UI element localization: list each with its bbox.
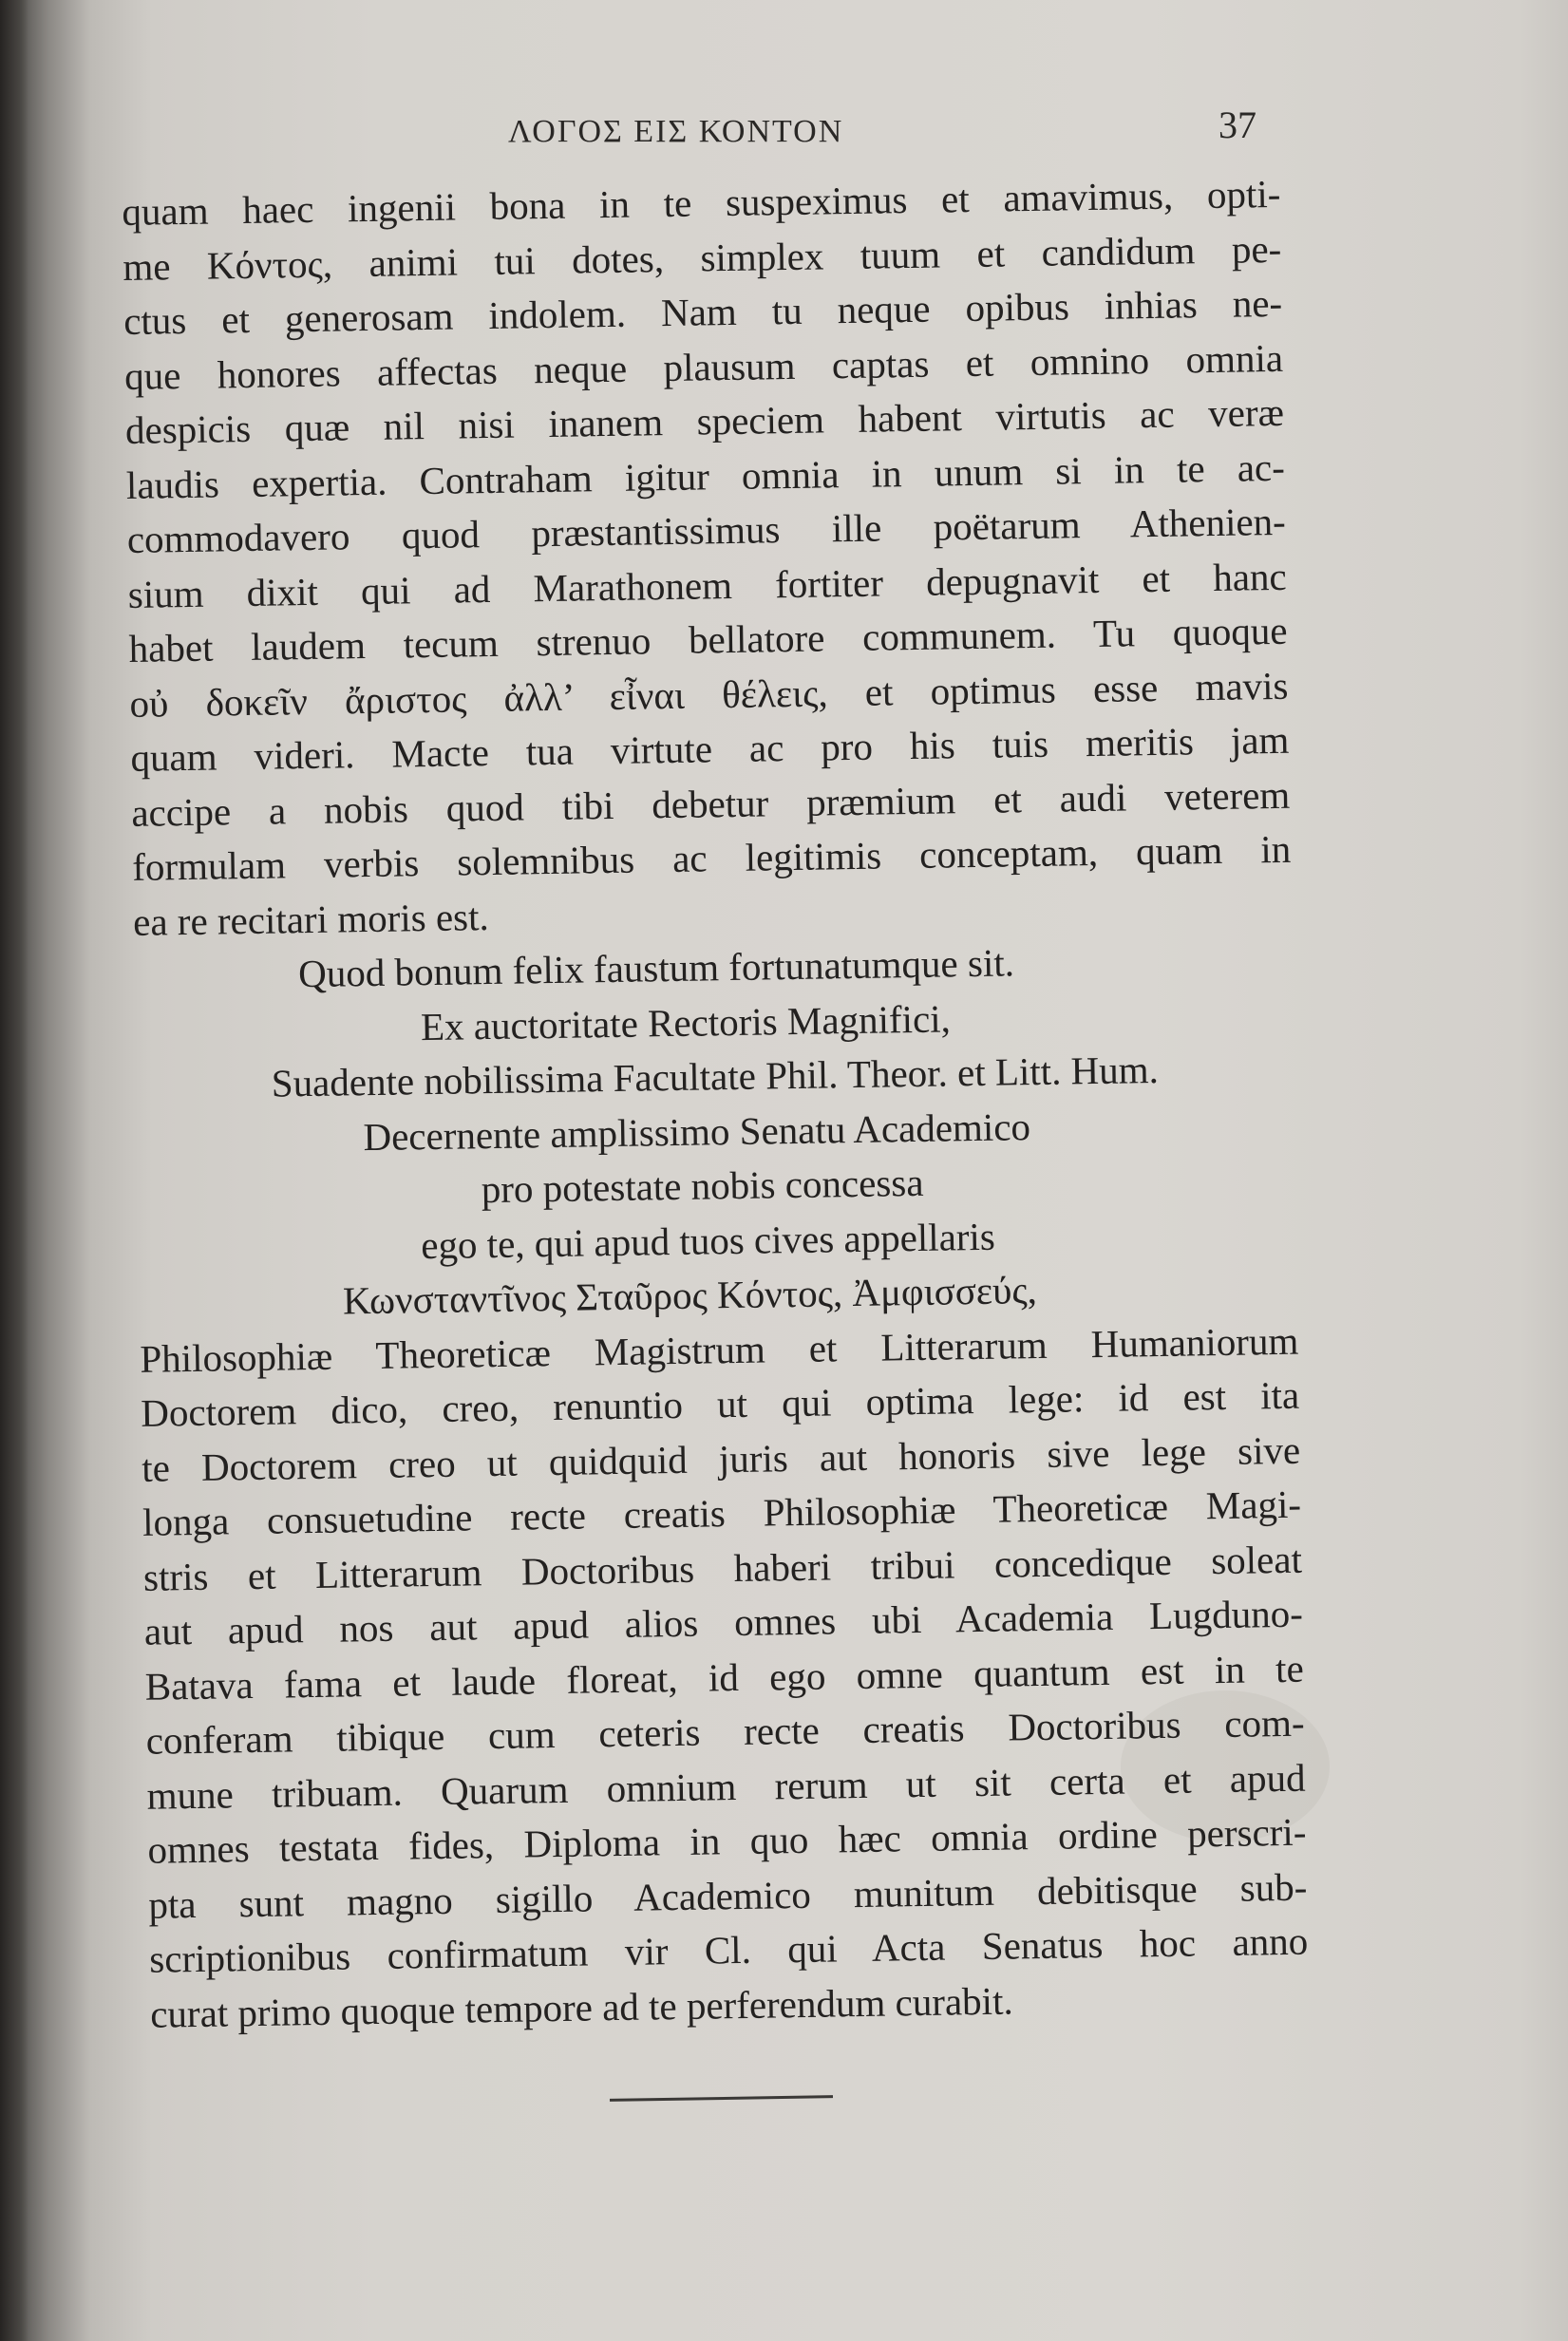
- closing-paragraph: [140, 1313, 1310, 2042]
- text-line: conferam tibique cum ceteris recte creatis Doctoribus com-: [145, 1700, 1305, 1763]
- degree-formula: [134, 932, 1298, 1332]
- text-line: formulam verbis solemnibus ac legitimis conceptam, quam in: [131, 826, 1292, 889]
- text-line: omnes testata fides, Diploma in quo hæc omnia ordine perscri-: [147, 1809, 1307, 1872]
- text-line: te Doctorem creo ut quidquid juris aut honoris sive lege sive: [141, 1427, 1301, 1490]
- text-line: ctus et generosam indolem. Nam tu neque opibus inhias ne-: [123, 280, 1283, 343]
- text-line: quam haec ingenii bona in te suspeximus et amavimus, opti-: [122, 171, 1281, 234]
- text-line: pta sunt magno sigillo Academico munitum debitisque sub-: [148, 1864, 1308, 1927]
- text-line: me Κόντος, animi tui dotes, simplex tuum et candidum pe-: [122, 226, 1282, 289]
- text-line: sium dixit qui ad Marathonem fortiter depugnavit et hanc: [127, 554, 1287, 616]
- text-line: laudis expertia. Contraham igitur omnia in unum si in te ac-: [125, 444, 1286, 507]
- page-header: [0, 103, 1568, 160]
- text-line: Batava fama et laude floreat, id ego omne quantum est in te: [144, 1646, 1305, 1709]
- text-line-greek: οὐ δοκεῖν ἄριστος ἀλλ’ εἶναι θέλεις, et optimus esse mavis: [129, 663, 1289, 726]
- formula-line: ego te, qui apud tuos cives appellaris: [420, 1214, 996, 1267]
- page-number: 37: [1219, 104, 1256, 146]
- text-line: quam videri. Macte tua virtute ac pro his tuis meritis jam: [130, 717, 1290, 780]
- text-line: accipe a nobis quod tibi debetur præmium et audi veterem: [131, 772, 1291, 835]
- text-line: scriptionibus confirmatum vir Cl. qui Acta Senatus hoc anno: [148, 1918, 1309, 1981]
- text-line: aut apud nos aut apud alios omnes ubi Academia Lugduno-: [143, 1591, 1304, 1653]
- text-line: despicis quæ nil nisi inanem speciem habent virtutis ac veræ: [124, 389, 1285, 452]
- text-line: ea re recitari moris est.: [132, 894, 490, 944]
- text-line: curat primo quoque tempore ad te perferendum curabit.: [149, 1977, 1013, 2036]
- formula-line: Decernente amplissimo Senatu Academico: [363, 1104, 1031, 1159]
- formula-line: Quod bonum felix faustum fortunatumque sit.: [297, 940, 1015, 996]
- end-rule: [610, 2095, 833, 2102]
- text-line: longa consuetudine recte creatis Philosophiæ Theoreticæ Magi-: [142, 1482, 1302, 1544]
- text-line: que honores affectas neque plausum captas et omnino omnia: [123, 335, 1284, 398]
- text-line: stris et Litterarum Doctoribus haberi tribui concedique soleat: [142, 1537, 1303, 1599]
- running-head: ΛΟΓΟΣ ΕΙΣ ΚΟΝΤΟΝ: [508, 114, 844, 149]
- text-line: mune tribuam. Quarum omnium rerum ut sit certa et apud: [146, 1755, 1306, 1818]
- formula-line: Suadente nobilissima Facultate Phil. Theor. et Litt. Hum.: [271, 1047, 1160, 1105]
- body-paragraph: [122, 167, 1292, 950]
- text-line: commodavero quod præstantissimus ille poëtarum Athenien-: [126, 499, 1287, 561]
- text-line: habet laudem tecum strenuo bellatore communem. Tu quoque: [128, 608, 1288, 670]
- page-text: [122, 167, 1310, 2042]
- book-spine-shadow: [0, 0, 28, 2341]
- formula-line: pro potestate nobis concessa: [481, 1160, 924, 1212]
- text-line: Philosophiæ Theoreticæ Magistrum et Litterarum Humaniorum: [140, 1318, 1299, 1381]
- formula-line: Ex auctoritate Rectoris Magnifici,: [420, 995, 952, 1048]
- text-line: Doctorem dico, creo, renuntio ut qui optima lege: id est ita: [140, 1372, 1300, 1435]
- formula-line-greek-name: Κωνσταντῖνος Σταῦρος Κόντος, Ἀμφισσεύς,: [342, 1268, 1038, 1323]
